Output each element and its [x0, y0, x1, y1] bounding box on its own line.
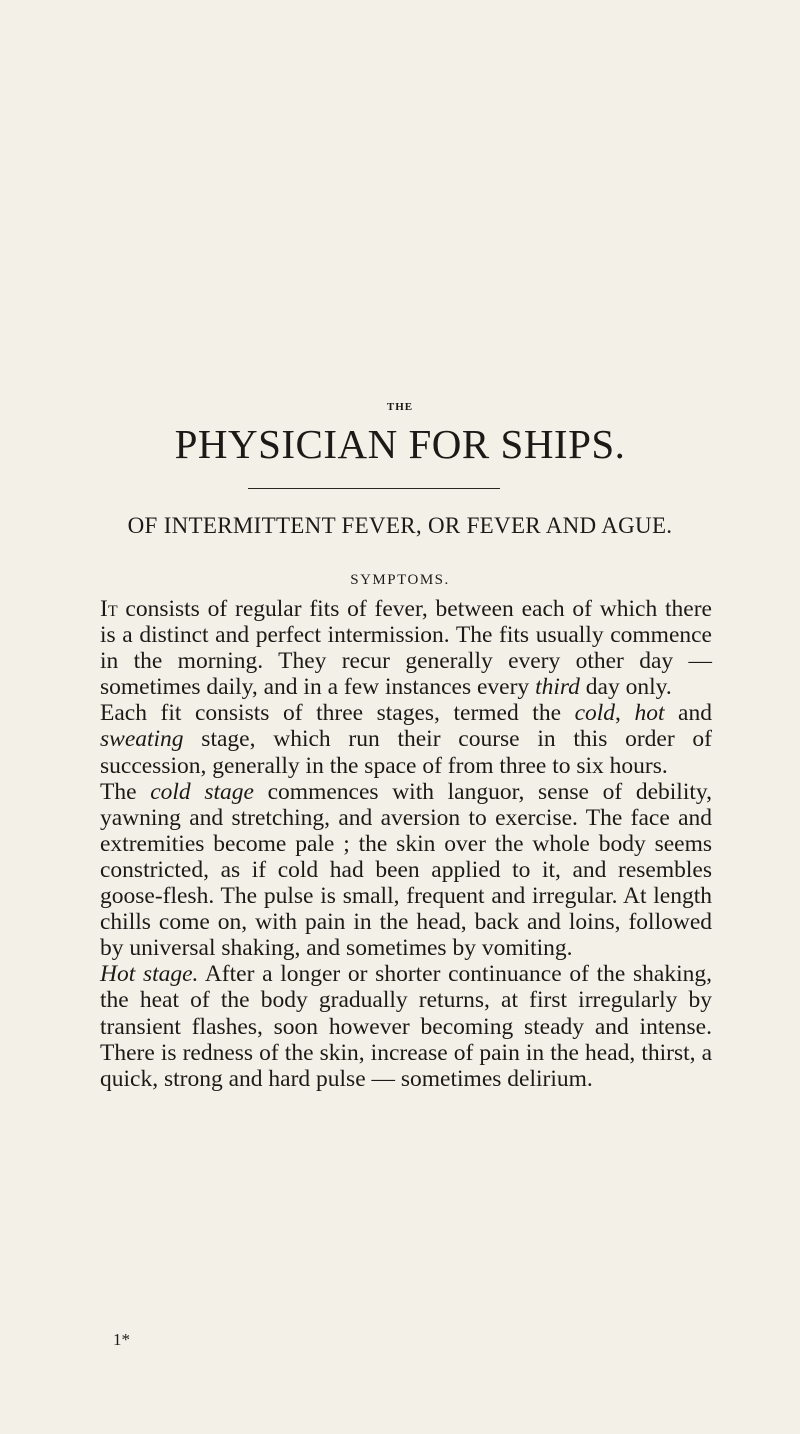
paragraph-3-text-a: The — [100, 778, 151, 805]
chapter-heading: OF INTERMITTENT FEVER, OR FEVER AND AGUE. — [127, 513, 673, 538]
paragraph-1-text: consists of regular fits of fever, between each of which there is a distinct and perfect intermission. The fits usually commence in the morning. They recur generally every other day — sometimes daily, and in a few instances every — [100, 596, 712, 701]
signature-mark: 1* — [113, 1330, 130, 1349]
paragraph-3 — [100, 779, 712, 962]
paragraph-1-tail: day only. — [579, 674, 672, 701]
paragraph-2-text-a: Each fit consists of three stages, termed the — [100, 700, 575, 727]
body-text — [100, 596, 712, 1092]
section-heading: SYMPTOMS. — [350, 572, 450, 588]
paragraph-2-emphasis-cold: cold — [574, 700, 616, 727]
paragraph-3-emphasis: cold stage — [150, 778, 254, 805]
paragraph-4-emphasis: Hot stage. — [100, 961, 199, 988]
paragraph-1-lead: It — [100, 596, 118, 622]
paragraph-2 — [100, 700, 712, 778]
paragraph-4-text: After a longer or shorter continuance of the shaking, the heat of the body gradually returns, at first irregularly by transient flashes, soon however becoming steady and intense. There is redness of the skin, increase of pain in the head, thirst, a quick, strong and hard pulse — sometimes delirium. — [100, 961, 712, 1092]
paragraph-2-emphasis-sweating: sweating — [100, 726, 184, 753]
paragraph-2-text-b: , — [615, 700, 635, 727]
title-article: THE — [386, 401, 414, 413]
paragraph-1 — [100, 596, 712, 700]
paragraph-2-text-c: and — [664, 700, 712, 727]
paragraph-2-emphasis-hot: hot — [634, 700, 665, 727]
paragraph-1-emphasis: third — [535, 674, 580, 701]
paragraph-4 — [100, 961, 712, 1091]
paragraph-3-text-b: commences with languor, sense of debility, yawning and stretching, and aversion to exercise. The face and extremities become pale ; the skin over the whole body seems constricted, as if cold had been applied to it, and resembles goose-flesh. The pulse is small, frequent and irregular. At length chills come on, with pain in the head, back and loins, followed by universal shaking, and sometimes by vomiting. — [100, 778, 712, 962]
paragraph-2-text-d: stage, which run their course in this order of succession, generally in the space of from three to six hours. — [100, 726, 712, 779]
title-divider-rule — [248, 488, 500, 489]
book-title: PHYSICIAN FOR SHIPS. — [174, 421, 626, 467]
